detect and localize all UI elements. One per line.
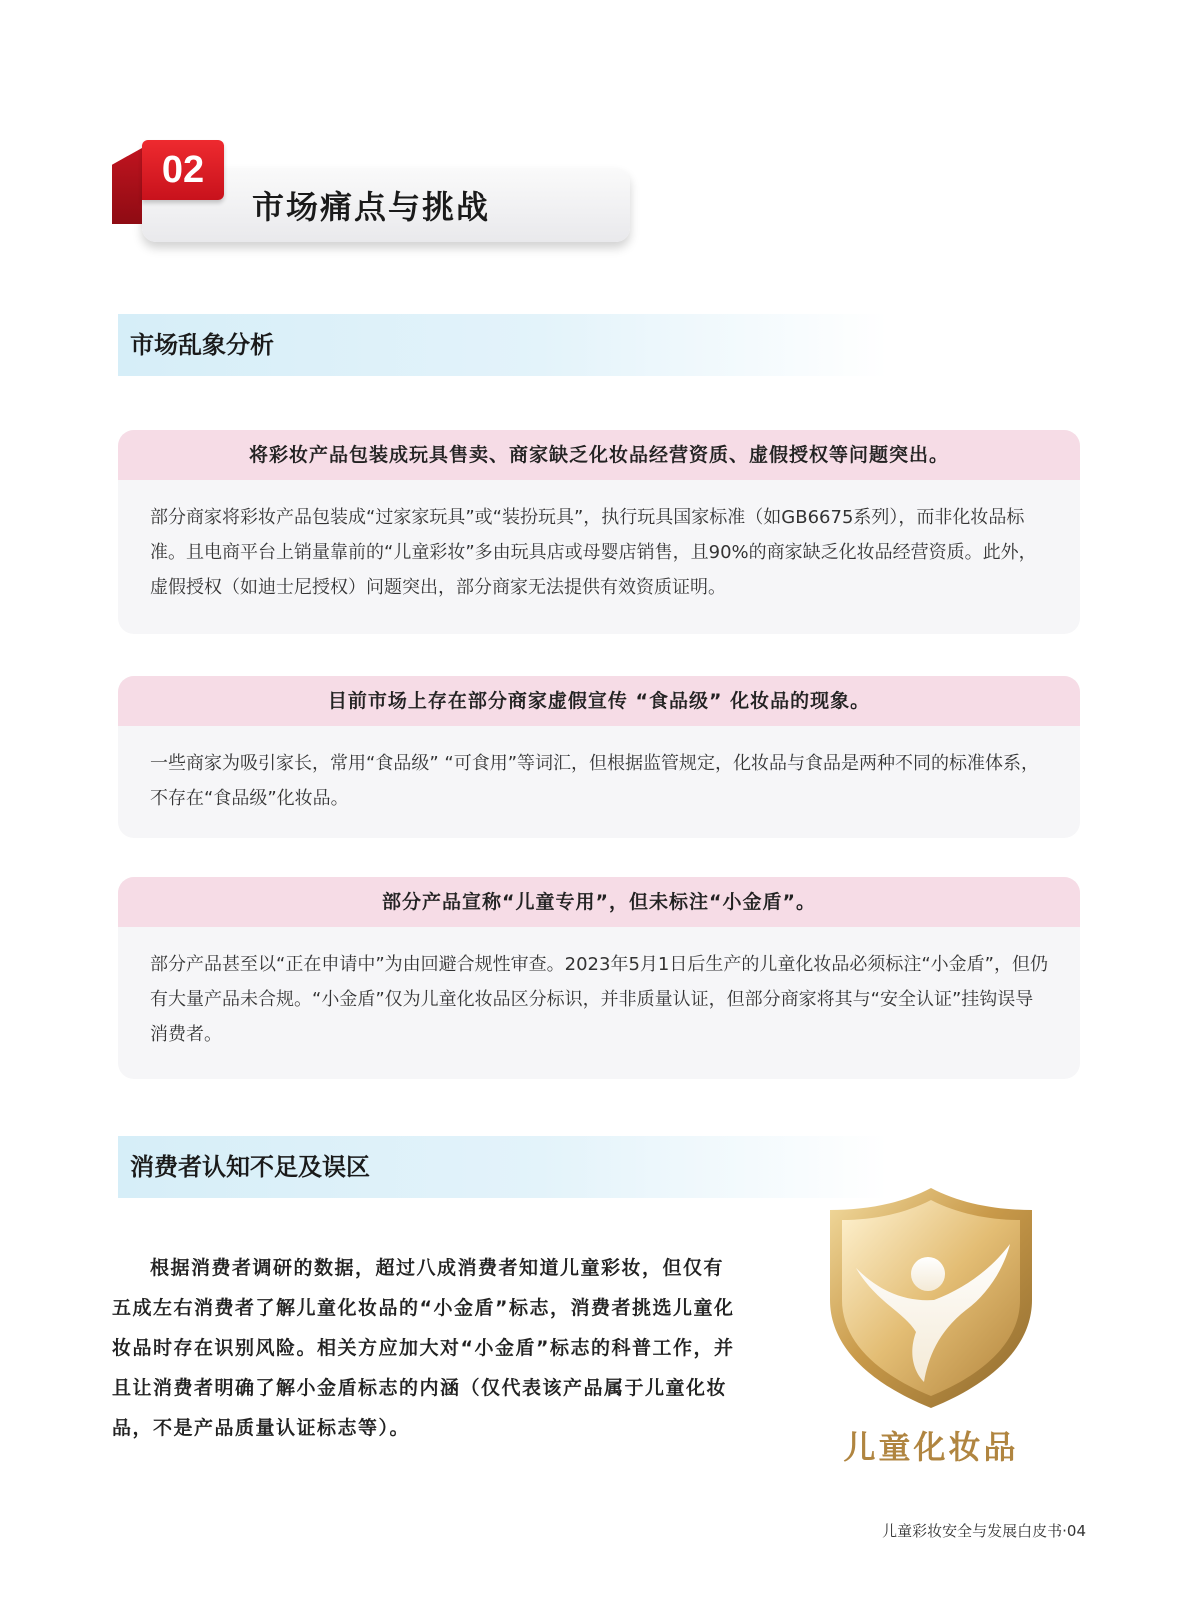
kids-cosmetics-logo: [816, 1182, 1046, 1466]
issue-card-title: 目前市场上存在部分商家虚假宣传 “食品级” 化妆品的现象。: [118, 676, 1080, 726]
logo-text: 儿童化妆品: [843, 1428, 1019, 1466]
issue-card-body: 部分产品甚至以“正在申请中”为由回避合规性审查。2023年5月1日后生产的儿童化妆品必须标注“小金盾”，但仍有大量产品未合规。“小金盾”仅为儿童化妆品区分标识，并非质量认证，但部分商家将其与“安全认证”挂钩误导消费者。: [150, 954, 1049, 1045]
gold-shield-icon: [816, 1182, 1046, 1412]
consumer-paragraph: 根据消费者调研的数据，超过八成消费者知道儿童彩妆，但仅有五成左右消费者了解儿童化妆品的“小金盾”标志，消费者挑选儿童化妆品时存在识别风险。相关方应加大对“小金盾”标志的科普工作，并且让消费者明确了解小金盾标志的内涵（仅代表该产品属于儿童化妆品，不是产品质量认证标志等）。: [112, 1257, 735, 1439]
issue-card-title: 将彩妆产品包装成玩具售卖、商家缺乏化妆品经营资质、虚假授权等问题突出。: [118, 430, 1080, 480]
section-title: 市场痛点与挑战: [252, 188, 491, 226]
issue-card: [118, 430, 1080, 634]
issue-card-body: 部分商家将彩妆产品包装成“过家家玩具”或“装扮玩具”，执行玩具国家标准（如GB6675系列），而非化妆品标准。且电商平台上销量靠前的“儿童彩妆”多由玩具店或母婴店销售，且90%的商家缺乏化妆品经营资质。此外，虚假授权（如迪士尼授权）问题突出，部分商家无法提供有效资质证明。: [150, 507, 1037, 598]
issue-card-title: 部分产品宣称“儿童专用”，但未标注“小金盾”。: [118, 877, 1080, 927]
subheading-market-chaos: 市场乱象分析: [118, 314, 888, 376]
section-number: 02: [142, 140, 224, 200]
subheading-consumer-cognition: 消费者认知不足及误区: [118, 1136, 888, 1198]
page-footer: 儿童彩妆安全与发展白皮书·04: [882, 1522, 1086, 1540]
issue-card-body: 一些商家为吸引家长，常用“食品级” “可食用”等词汇，但根据监管规定，化妆品与食品是两种不同的标准体系，不存在“食品级”化妆品。: [150, 753, 1040, 809]
section-header: [112, 140, 652, 260]
section-ribbon: [112, 148, 142, 224]
issue-card: [118, 676, 1080, 838]
issue-card: [118, 877, 1080, 1079]
